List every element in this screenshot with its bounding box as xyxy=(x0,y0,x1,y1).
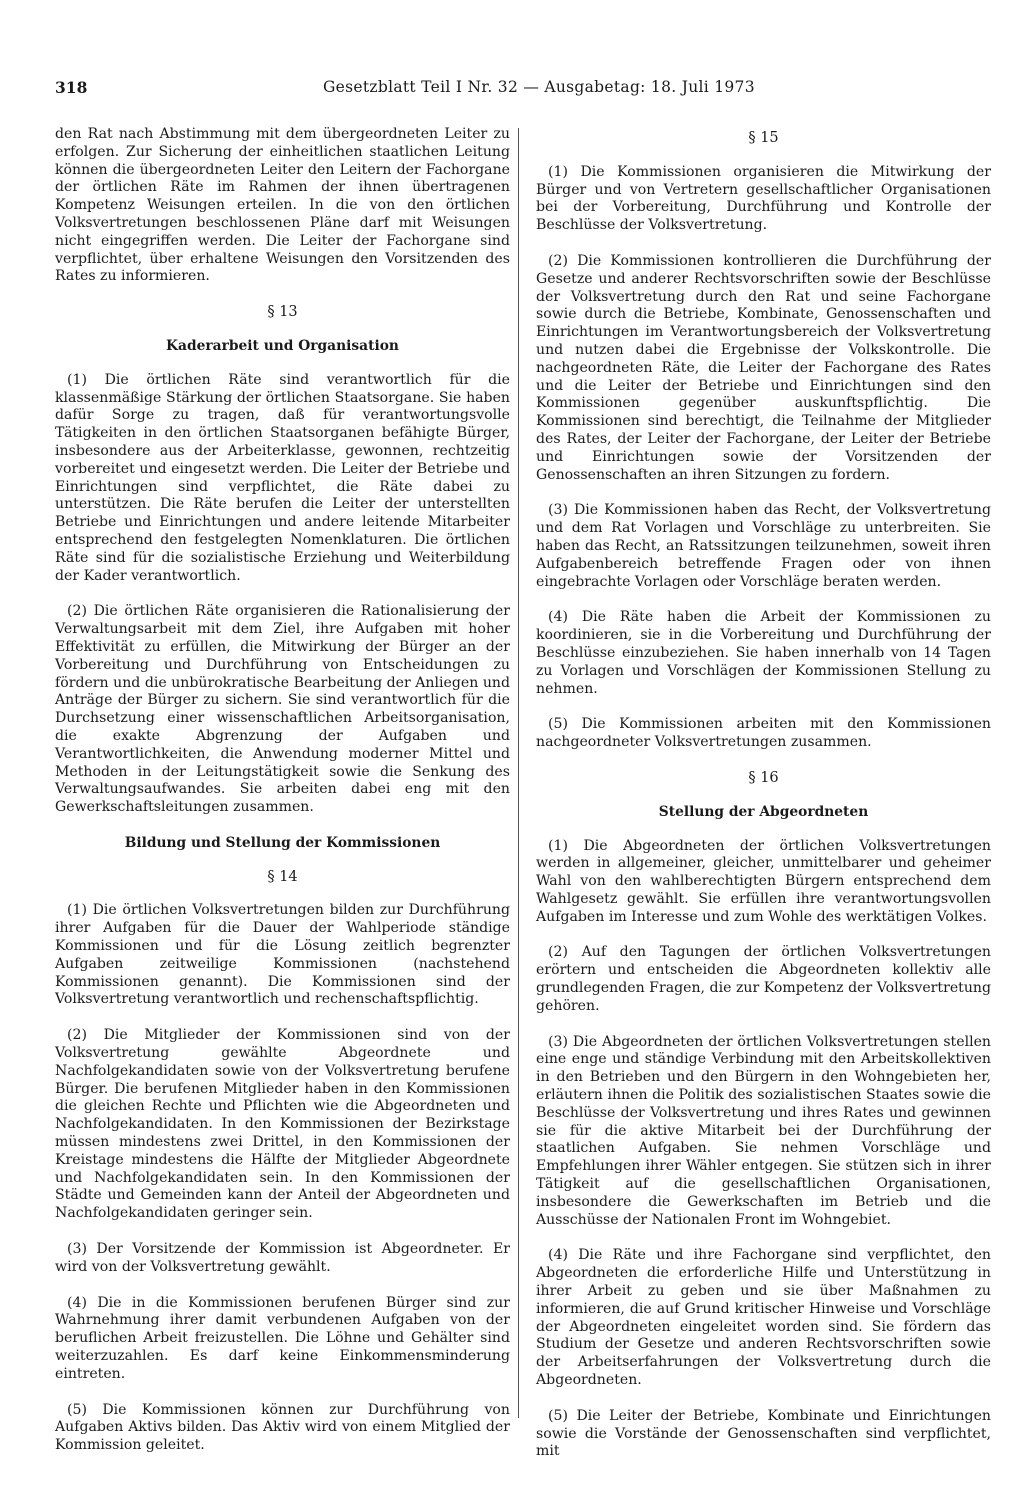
section-13-paragraph-1: (1) Die örtlichen Räte sind verantwortlich für die klassenmäßige Stärkung der örtlichen Staatsorgane. Sie haben dafür Sorge zu tragen, daß für verantwortungsvolle Tätigkeiten in den örtlichen Staatsorganen befähigte Bürger, insbesondere aus der Arbeiterklasse, gewonnen, rechtzeitig vorbereitet und eingesetzt werden. Die Leiter der Betriebe und Einrichtungen sind verpflichtet, die Räte dabei zu unterstützen. Die Räte berufen die Leiter der unterstellten Betriebe und Einrichtungen und andere leitende Mitarbeiter entsprechend den festgelegten Nomenklaturen. Die örtlichen Räte sind für die sozialistische Erziehung und Weiterbildung der Kader verantwortlich. xyxy=(55,371,510,584)
gazette-title: Gesetzblatt Teil I Nr. 32 — Ausgabetag: 18. Juli 1973 xyxy=(323,78,755,96)
section-15-paragraph-5: (5) Die Kommissionen arbeiten mit den Kommissionen nachgeordneter Volksvertretungen zusammen. xyxy=(536,716,991,751)
section-13-paragraph-2: (2) Die örtlichen Räte organisieren die Rationalisierung der Verwaltungsarbeit mit dem Ziel, ihre Aufgaben mit hoher Effektivität zu erfüllen, die Mitwirkung der Bürger an der Vorbereitung und Durchführung von Entscheidungen zu fördern und die unbürokratische Bearbeitung der Anliegen und Anträge der Bürger zu sichern. Sie sind verantwortlich für die Durchsetzung einer wissenschaftlichen Arbeitsorganisation, die exakte Abgrenzung der Aufgaben und Verantwortlichkeiten, die Anwendung moderner Mittel und Methoden in der Leitungstätigkeit sowie die Senkung des Verwaltungsaufwandes. Sie arbeiten dabei eng mit den Gewerkschaftsleitungen zusammen. xyxy=(55,603,510,816)
section-14-paragraph-4: (4) Die in die Kommissionen berufenen Bürger sind zur Wahrnehmung ihrer damit verbundenen Aufgaben von der beruflichen Arbeit freizustellen. Die Löhne und Gehälter sind weiterzuzahlen. Es darf keine Einkommensminderung eintreten. xyxy=(55,1294,510,1382)
section-16-paragraph-1: (1) Die Abgeordneten der örtlichen Volksvertretungen werden in allgemeiner, gleicher, unmittelbarer und geheimer Wahl von den wahlberechtigten Bürgern entsprechend dem Wahlgesetz gewählt. Sie erfüllen ihre verantwortungsvollen Aufgaben im Interesse und zum Wohle des werktätigen Volkes. xyxy=(536,837,991,925)
section-14-paragraph-5: (5) Die Kommissionen können zur Durchführung von Aufgaben Aktivs bilden. Das Aktiv wird von einem Mitglied der Kommission geleitet. xyxy=(55,1401,510,1454)
chapter-heading: Bildung und Stellung der Kommissionen xyxy=(124,834,441,851)
section-14-number: § 14 xyxy=(267,868,298,885)
section-16-number: § 16 xyxy=(748,769,779,786)
section-15-paragraph-1: (1) Die Kommissionen organisieren die Mitwirkung der Bürger und von Vertretern gesellschaftlicher Organisationen bei der Vorbereitung, Durchführung und Kontrolle der Beschlüsse der Volksvertretung. xyxy=(536,163,991,234)
section-13-heading: Kaderarbeit und Organisation xyxy=(166,337,399,354)
section-13-number: § 13 xyxy=(267,304,298,321)
section-14-paragraph-3: (3) Der Vorsitzende der Kommission ist Abgeordneter. Er wird von der Volksvertretung gewählt. xyxy=(55,1241,510,1275)
section-16-heading: Stellung der Abgeordneten xyxy=(658,803,869,820)
section-15-paragraph-2: (2) Die Kommissionen kontrollieren die Durchführung der Gesetze und anderer Rechtsvorschriften sowie der Beschlüsse der Volksvertretung durch den Rat und seine Fachorgane sowie durch die Betriebe, Kombinate, Genossenschaften und Einrichtungen im Verantwortungsbereich der Volksvertretung und nutzen dabei die Ergebnisse der Volkskontrolle. Die nachgeordneten Räte, die Leiter der Fachorgane des Rates und die Leiter der Betriebe und Einrichtungen sind den Kommissionen gegenüber auskunftspflichtig. Die Kommissionen sind berechtigt, die Teilnahme der Mitglieder des Rates, der Leiter der Fachorgane, der Leiter der Betriebe und Einrichtungen sowie der Vorsitzenden der Genossenschaften an ihren Sitzungen zu fordern. xyxy=(536,252,991,483)
right-column xyxy=(536,126,991,1479)
section-16-paragraph-4: (4) Die Räte und ihre Fachorgane sind verpflichtet, den Abgeordneten die erforderliche Hilfe und Unterstützung in ihrer Arbeit zu geben und sie über Maßnahmen zu informieren, die auf Grund kritischer Hinweise und Vorschläge der Abgeordneten eingeleitet worden sind. Sie fördern das Studium der Gesetze und anderen Rechtsvorschriften sowie der Arbeitserfahrungen der Volksvertretung durch die Abgeordneten. xyxy=(536,1247,991,1389)
section-14-paragraph-1: (1) Die örtlichen Volksvertretungen bilden zur Durchführung ihrer Aufgaben für die Dauer der Wahlperiode ständige Kommissionen und für die Lösung zeitlich begrenzter Aufgaben zeitweilige Kommissionen (nachstehend Kommissionen genannt). Die Kommissionen sind der Volksvertretung verantwortlich und rechenschaftspflichtig. xyxy=(55,902,510,1008)
section-15-paragraph-3: (3) Die Kommissionen haben das Recht, der Volksvertretung und dem Rat Vorlagen und Vorschläge zu unterbreiten. Sie haben das Recht, an Ratssitzungen teilzunehmen, soweit ihren Aufgabenbereich betreffende Fragen oder von ihnen eingebrachte Vorlagen oder Vorschläge beraten werden. xyxy=(536,502,991,590)
section-15-number: § 15 xyxy=(748,130,779,146)
page-header xyxy=(55,78,975,102)
section-14-paragraph-2: (2) Die Mitglieder der Kommissionen sind von der Volksvertretung gewählte Abgeordnete und Nachfolgekandidaten sowie von der Volksvertretung berufene Bürger. Die berufenen Mitglieder haben in den Kommissionen die gleichen Rechte und Pflichten wie die Abgeordneten und Nachfolgekandidaten. In den Kommissionen der Bezirkstage müssen mindestens zwei Drittel, in den Kommissionen der Kreistage mindestens die Hälfte der Mitglieder Abgeordnete und Nachfolgekandidaten sein. In den Kommissionen der Städte und Gemeinden kann der Anteil der Abgeordneten und Nachfolgekandidaten geringer sein. xyxy=(55,1027,510,1222)
left-column xyxy=(55,126,510,1473)
continued-paragraph: den Rat nach Abstimmung mit dem übergeordneten Leiter zu erfolgen. Zur Sicherung der einheitlichen staatlichen Leitung können die übergeordneten Leiter den Leitern der Fachorgane der örtlichen Räte im Rahmen der ihnen übertragenen Kompetenz Weisungen erteilen. In die von den örtlichen Volksvertretungen beschlossenen Pläne darf mit Weisungen nicht eingegriffen werden. Die Leiter der Fachorgane sind verpflichtet, über erhaltene Weisungen den Vorsitzenden des Rates zu informieren. xyxy=(55,126,510,285)
column-divider xyxy=(518,128,519,1418)
page-number: 318 xyxy=(55,78,88,97)
section-16-paragraph-3: (3) Die Abgeordneten der örtlichen Volksvertretungen stellen eine enge und ständige Verbindung mit den Arbeitskollektiven in den Betrieben und den Bürgern in den Wohngebieten her, erläutern ihnen die Politik des sozialistischen Staates sowie die Beschlüsse der Volksvertretung und ihres Rates und gewinnen sie für die aktive Mitarbeit bei der Durchführung der staatlichen Aufgaben. Sie nehmen Vorschläge und Empfehlungen ihrer Wähler entgegen. Sie stützen sich in ihrer Tätigkeit auf die gesellschaftlichen Organisationen, insbesondere die Gewerkschaften im Betrieb und die Ausschüsse der Nationalen Front im Wohngebiet. xyxy=(536,1033,991,1228)
section-16-paragraph-5: (5) Die Leiter der Betriebe, Kombinate und Einrichtungen sowie die Vorstände der Genossenschaften sind verpflichtet, mit xyxy=(536,1407,991,1460)
section-16-paragraph-2: (2) Auf den Tagungen der örtlichen Volksvertretungen erörtern und entscheiden die Abgeordneten kollektiv alle grundlegenden Fragen, die zur Kompetenz der Volksvertretung gehören. xyxy=(536,944,991,1014)
section-15-paragraph-4: (4) Die Räte haben die Arbeit der Kommissionen zu koordinieren, sie in die Vorbereitung und Durchführung der Beschlüsse einzubeziehen. Sie haben innerhalb von 14 Tagen zu Vorlagen und Vorschlägen der Kommissionen Stellung zu nehmen. xyxy=(536,609,991,697)
